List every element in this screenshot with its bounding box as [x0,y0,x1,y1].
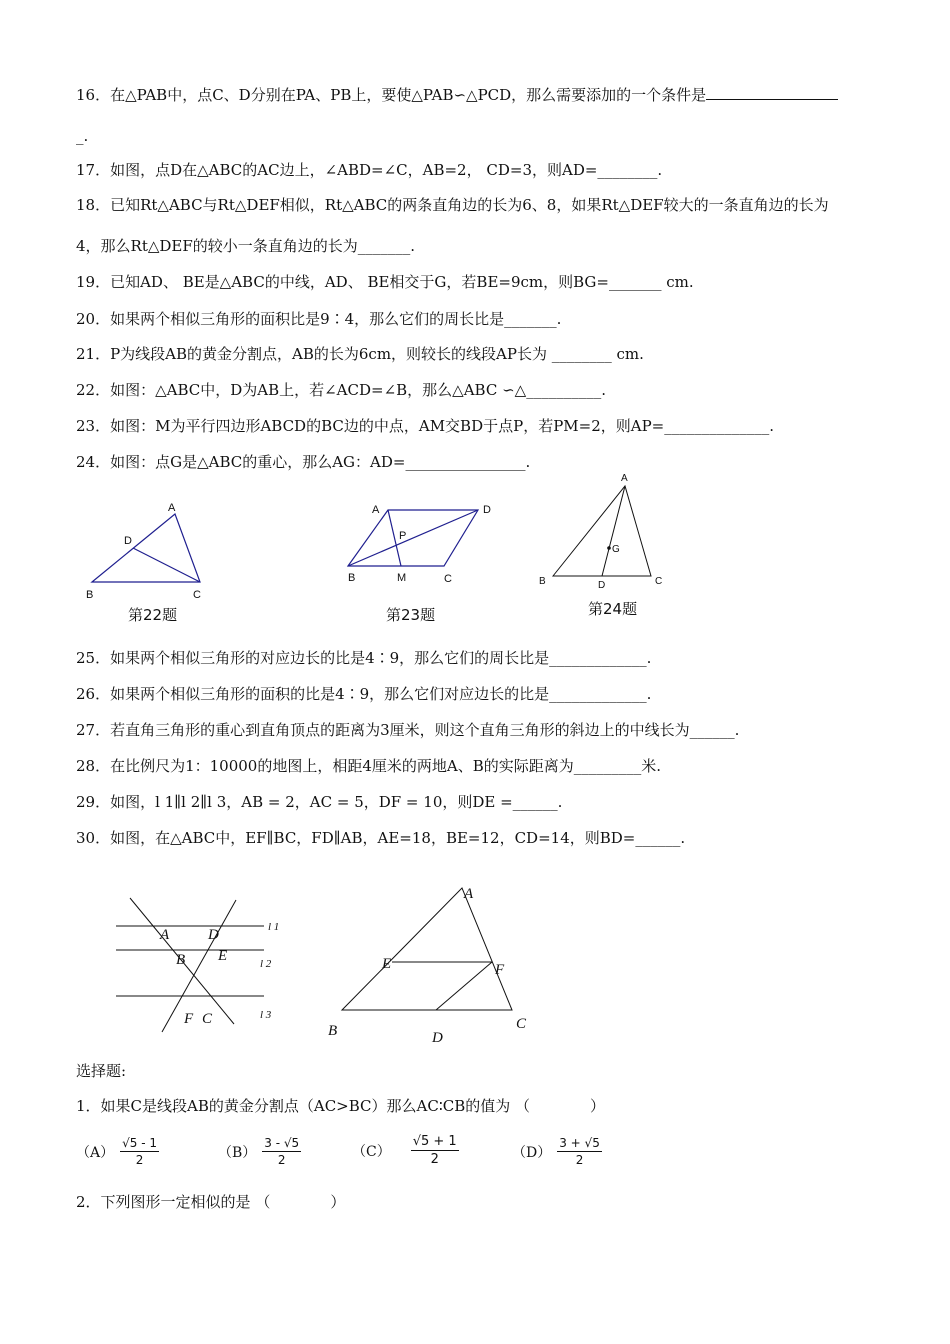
fig23-label-p: P [399,530,407,542]
option-c-key: （C） [352,1143,391,1160]
option-c-numerator: √5 + 1 [412,1134,457,1149]
fig29-label-c: C [202,1011,213,1027]
option-d-numerator: 3 + √5 [559,1136,600,1150]
q20-line: 20．如果两个相似三角形的面积比是9∶4，那么它们的周长比是_______. [76,310,562,328]
fig24-label-a: A [621,473,628,484]
option-a-denominator: 2 [135,1153,144,1167]
caption-23: 第23题 [386,606,436,624]
choice-1-option-a[interactable] [76,1136,159,1167]
fig22-label-d: D [124,535,132,547]
fig23-label-d: D [483,504,491,516]
fig30-triangle [342,888,512,1010]
fig30-label-c: C [516,1016,527,1032]
fig30-label-d: D [432,1030,443,1046]
fig30-label-b: B [328,1023,338,1039]
option-a-fraction [120,1136,159,1167]
fig24-label-b: B [539,576,546,587]
q26-line: 26．如果两个相似三角形的面积的比是4∶9，那么它们对应边长的比是_____________. [76,685,652,703]
choice-1-option-c[interactable] [352,1134,459,1167]
choice-2: 2．下列图形一定相似的是 （ ） [76,1193,346,1211]
fig22-triangle [92,514,200,582]
choice-1-option-d[interactable] [512,1136,602,1167]
fig29-label-b: B [176,952,186,968]
option-c-denominator: 2 [430,1152,439,1167]
q27-line: 27．若直角三角形的重心到直角顶点的距离为3厘米，则这个直角三角形的斜边上的中线长为______. [76,721,740,739]
fig24-label-c: C [655,576,663,587]
fig29-label-e: E [218,948,228,964]
option-a-key: （A） [76,1144,115,1161]
fig23-label-a: A [372,504,380,516]
q19-line: 19．已知AD、 BE是△ABC的中线，AD、 BE相交于G，若BE=9cm，则BG=_______ cm. [76,273,694,291]
fig24-point-g [607,546,611,550]
caption-24: 第24题 [588,600,638,618]
option-c-fraction [411,1134,459,1167]
q16-line1 [76,84,838,105]
q25-line: 25．如果两个相似三角形的对应边长的比是4∶9，那么它们的周长比是_____________. [76,649,652,667]
q24-line: 24．如图：点G是△ABC的重心，那么AG：AD=________________. [76,453,531,471]
fig29-label-d: D [208,927,219,943]
fig24-triangle [553,486,651,576]
figure-29 [108,888,292,1038]
choice-1-option-b[interactable] [218,1136,301,1167]
q16-blank[interactable] [706,84,838,100]
option-d-key: （D） [512,1144,552,1161]
choice-1: 1．如果C是线段AB的黄金分割点（AC>BC）那么AC∶CB的值为 （ ） [76,1097,606,1115]
fig22-label-b: B [86,589,94,601]
q23-line: 23．如图：M为平行四边形ABCD的BC边的中点，AM交BD于点P，若PM=2，则AP=______________. [76,417,775,435]
q18-line1: 18．已知Rt△ABC与Rt△DEF相似，Rt△ABC的两条直角边的长为6、8，如果Rt△DEF较大的一条直角边的长为 [76,196,829,214]
fig29-label-l2: l 2 [260,958,272,970]
fig24-label-d: D [598,580,606,591]
fig23-label-b: B [348,572,356,584]
fig23-label-m: M [397,572,407,584]
q17-line: 17．如图，点D在△ABC的AC边上，∠ABD=∠C，AB=2， CD=3，则AD=________. [76,161,663,179]
option-b-numerator: 3 - √5 [264,1136,300,1150]
fig29-label-l3: l 3 [260,1009,272,1021]
fig29-label-a: A [160,927,170,943]
figure-22 [80,496,220,606]
option-b-key: （B） [218,1144,257,1161]
fig29-label-f: F [184,1011,194,1027]
q28-line: 28．在比例尺为1：10000的地图上，相距4厘米的两地A、B的实际距离为_________米. [76,757,662,775]
fig30-segment-fd [436,962,492,1010]
fig24-median-ad [602,486,625,576]
q30-line: 30．如图，在△ABC中，EF∥BC，FD∥AB，AE=18，BE=12，CD=14，则BD=______. [76,829,686,847]
figure-23 [340,498,510,590]
fig22-label-c: C [193,589,201,601]
choice-heading: 选择题: [76,1062,127,1080]
fig22-label-a: A [168,502,176,514]
fig30-label-e: E [382,956,392,972]
fig30-label-a: A [464,886,474,902]
option-b-denominator: 2 [277,1153,286,1167]
option-b-fraction [262,1136,301,1167]
option-d-fraction [557,1136,602,1167]
q16-text: 16．在△PAB中，点C、D分别在PA、PB上，要使△PAB∽△PCD，那么需要添加的一个条件是 [76,86,707,104]
fig30-label-f: F [495,962,505,978]
figure-30 [322,880,536,1050]
q18-line2: 4，那么Rt△DEF的较小一条直角边的长为_______. [76,237,416,255]
q29-line: 29．如图，l 1∥l 2∥l 3，AB = 2，AC = 5，DF = 10，则DE =______. [76,793,563,811]
option-d-denominator: 2 [575,1153,584,1167]
figure-24 [535,470,665,594]
q22-line: 22．如图：△ABC中，D为AB上，若∠ACD=∠B，那么△ABC ∽△__________. [76,381,606,399]
q16-line2: _. [76,127,89,145]
q21-line: 21．P为线段AB的黄金分割点，AB的长为6cm，则较长的线段AP长为 ________ cm. [76,345,644,363]
fig23-label-c: C [444,573,452,585]
fig24-label-g: G [612,544,620,555]
fig29-label-l1: l 1 [268,921,280,933]
caption-22: 第22题 [128,606,178,624]
option-a-numerator: √5 - 1 [122,1136,157,1150]
